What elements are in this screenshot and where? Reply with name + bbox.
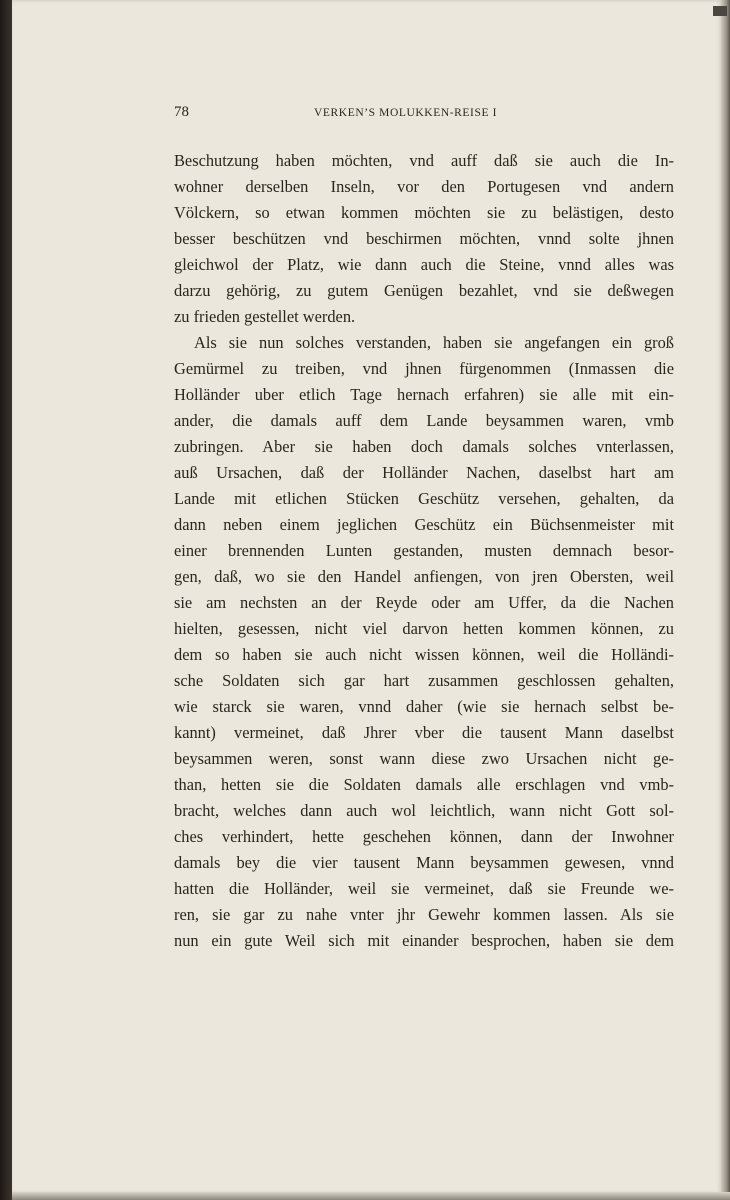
- text-line: Beschutzung haben möchten, vnd auff daß sie auch die In-: [174, 151, 674, 170]
- text-line: darzu gehörig, zu gutem Genügen bezahlet, vnd sie deßwegen: [174, 281, 674, 300]
- text-line: Völckern, so etwan kommen möchten sie zu belästigen, desto: [174, 203, 674, 222]
- text-line: auß Ursachen, daß der Holländer Nachen, daselbst hart am: [174, 463, 674, 482]
- text-line: Lande mit etlichen Stücken Geschütz versehen, gehalten, da: [174, 489, 674, 508]
- page-header: [174, 104, 674, 126]
- text-line: dann neben einem jeglichen Geschütz ein Büchsenmeister mit: [174, 515, 674, 534]
- page-edge-right: [721, 0, 730, 1200]
- book-gutter: [0, 0, 12, 1200]
- text-line: Gemürmel zu treiben, vnd jhnen fürgenommen (Inmassen die: [174, 359, 674, 378]
- text-line: nun ein gute Weil sich mit einander besprochen, haben sie dem: [174, 931, 674, 950]
- text-line: hatten die Holländer, weil sie vermeinet, daß sie Freunde we-: [174, 879, 674, 898]
- page-edge-bottom: [12, 1192, 730, 1200]
- text-line: beysammen weren, sonst wann diese zwo Ursachen nicht ge-: [174, 749, 674, 768]
- running-head: VERKEN’S MOLUKKEN-REISE I: [314, 107, 498, 119]
- text-line: einer brennenden Lunten gestanden, musten demnach besor-: [174, 541, 674, 560]
- text-line: ander, die damals auff dem Lande beysammen waren, vmb: [174, 411, 674, 430]
- text-line: zubringen. Aber sie haben doch damals solches vnterlassen,: [174, 437, 674, 456]
- text-line: dem so haben sie auch nicht wissen können, weil die Holländi-: [174, 645, 674, 664]
- text-line: than, hetten sie die Soldaten damals alle erschlagen vnd vmb-: [174, 775, 674, 794]
- text-line: besser beschützen vnd beschirmen möchten, vnnd solte jhnen: [174, 229, 674, 248]
- text-line: wohner derselben Inseln, vor den Portugesen vnd andern: [174, 177, 674, 196]
- body-text: [174, 148, 674, 954]
- text-line: ren, sie gar zu nahe vnter jhr Gewehr kommen lassen. Als sie: [174, 905, 674, 924]
- text-line: bracht, welches dann auch wol leichtlich, wann nicht Gott sol-: [174, 801, 674, 820]
- text-line: kannt) vermeinet, daß Jhrer vber die tausent Mann daselbst: [174, 723, 674, 742]
- text-line: wie starck sie waren, vnnd daher (wie sie hernach selbst be-: [174, 697, 674, 716]
- text-line: gleichwol der Platz, wie dann auch die Steine, vnnd alles was: [174, 255, 674, 274]
- text-line: sie am nechsten an der Reyde oder am Uffer, da die Nachen: [174, 593, 674, 612]
- text-line: Als sie nun solches verstanden, haben sie angefangen ein groß: [194, 333, 674, 352]
- text-line: hielten, gesessen, nicht viel darvon hetten kommen können, zu: [174, 619, 674, 638]
- text-line: zu frieden gestellet werden.: [174, 307, 356, 326]
- text-line: damals bey die vier tausent Mann beysammen gewesen, vnnd: [174, 853, 674, 872]
- text-line: Holländer uber etlich Tage hernach erfahren) sie alle mit ein-: [174, 385, 674, 404]
- text-line: ches verhindert, hette geschehen können, dann der Inwohner: [174, 827, 674, 846]
- corner-mark: [713, 6, 727, 16]
- page-number: 78: [174, 104, 189, 120]
- text-line: sche Soldaten sich gar hart zusammen geschlossen gehalten,: [174, 671, 674, 690]
- text-line: gen, daß, wo sie den Handel anfiengen, von jren Obersten, weil: [174, 567, 674, 586]
